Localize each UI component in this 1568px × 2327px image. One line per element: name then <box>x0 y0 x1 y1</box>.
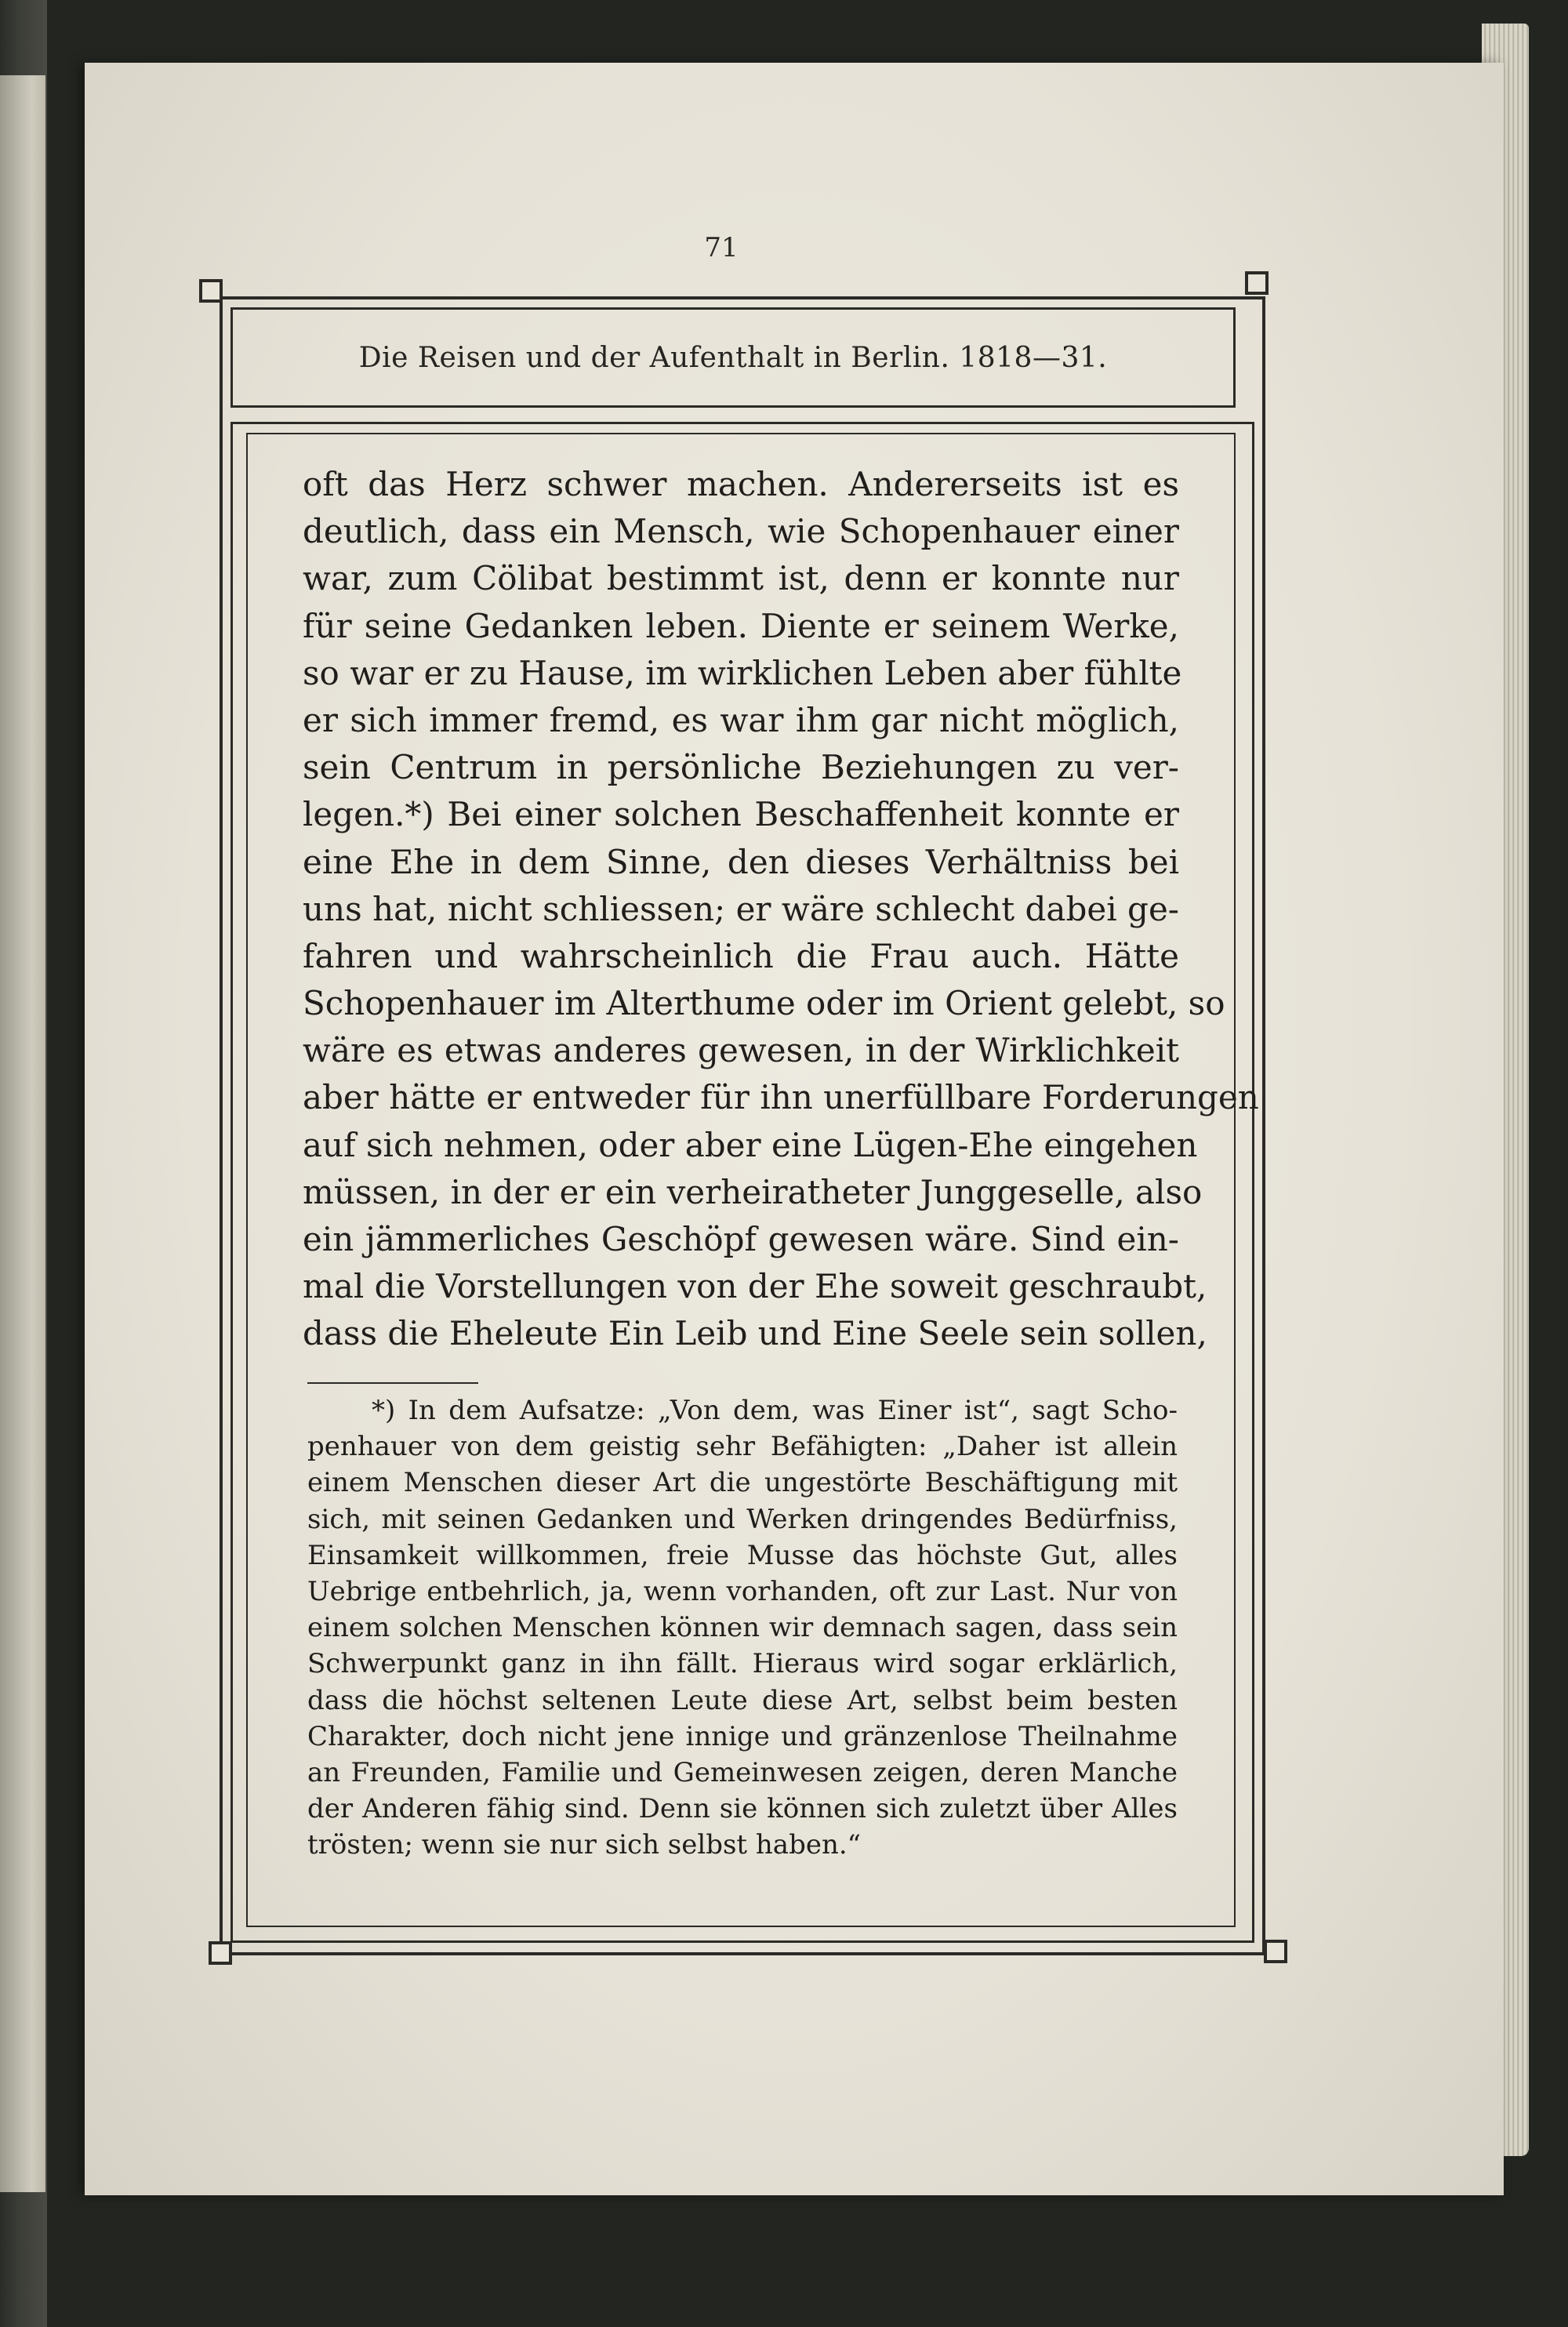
footnote-line: *) In dem Aufsatze: „Von dem, was Einer ist“, sagt Scho- <box>372 1395 1178 1426</box>
footnote-line: trösten; wenn sie nur sich selbst haben.“ <box>307 1829 862 1861</box>
body-line: aber hätte er entweder für ihn unerfüllbare Forderungen <box>303 1078 1259 1117</box>
running-head: Die Reisen und der Aufenthalt in Berlin. 1818—31. <box>358 341 1108 374</box>
body-line: für seine Gedanken leben. Diente er seinem Werke, <box>303 606 1179 645</box>
body-text <box>303 461 1259 1358</box>
footnote-line: Schwerpunkt ganz in ihn fällt. Hieraus wird sogar erklärlich, <box>307 1648 1178 1680</box>
footnote-line: einem Menschen dieser Art die ungestörte Beschäftigung mit <box>307 1467 1178 1499</box>
footnote-line: penhauer von dem geistig sehr Befähigten: „Daher ist allein <box>307 1431 1178 1463</box>
body-line: auf sich nehmen, oder aber eine Lügen-Ehe eingehen <box>303 1125 1198 1164</box>
frame-corner-bottom-left <box>209 1941 232 1965</box>
body-line: eine Ehe in dem Sinne, den dieses Verhältniss bei <box>303 842 1179 881</box>
page-number: 71 <box>704 232 739 263</box>
frame-corner-top-right <box>1245 271 1269 295</box>
running-head-box <box>230 307 1236 408</box>
body-line: war, zum Cölibat bestimmt ist, denn er konnte nur <box>303 559 1179 598</box>
body-line: oft das Herz schwer machen. Andererseits ist es <box>303 465 1179 503</box>
body-line: Schopenhauer im Alterthume oder im Orient gelebt, so <box>303 984 1225 1023</box>
footnote-line: an Freunden, Familie und Gemeinwesen zeigen, deren Manche <box>307 1756 1178 1788</box>
body-line: so war er zu Hause, im wirklichen Leben aber fühlte <box>303 653 1182 692</box>
footnote-rule <box>307 1382 478 1384</box>
body-line: uns hat, nicht schliessen; er wäre schlecht dabei ge- <box>303 889 1179 928</box>
body-line: ein jämmerliches Geschöpf gewesen wäre. Sind ein- <box>303 1220 1179 1258</box>
frame-corner-bottom-right <box>1264 1940 1287 1963</box>
frame-left-rule <box>220 296 223 1954</box>
body-line: wäre es etwas anderes gewesen, in der Wirklichkeit <box>303 1031 1179 1070</box>
footnote-line: sich, mit seinen Gedanken und Werken dringendes Bedürfniss, <box>307 1503 1178 1535</box>
body-line: fahren und wahrscheinlich die Frau auch. Hätte <box>303 936 1179 975</box>
body-line: sein Centrum in persönliche Beziehungen zu ver- <box>303 748 1179 787</box>
footnote-line: einem solchen Menschen können wir demnach sagen, dass sein <box>307 1612 1178 1644</box>
frame-bottom-rule <box>220 1952 1278 1955</box>
footnote-line: der Anderen fähig sind. Denn sie können sich zuletzt über Alles <box>307 1793 1178 1825</box>
footnote-line: dass die höchst seltenen Leute diese Art, selbst beim besten <box>307 1684 1178 1716</box>
body-line: dass die Eheleute Ein Leib und Eine Seele sein sollen, <box>303 1314 1207 1353</box>
body-line: deutlich, dass ein Mensch, wie Schopenhauer einer <box>303 512 1179 551</box>
body-line: mal die Vorstellungen von der Ehe soweit geschraubt, <box>303 1267 1207 1306</box>
footnote <box>307 1392 1178 1863</box>
footnote-line: Charakter, doch nicht jene innige und gränzenlose Theilnahme <box>307 1720 1178 1752</box>
body-line: legen.*) Bei einer solchen Beschaffenheit konnte er <box>303 795 1179 834</box>
body-line: er sich immer fremd, es war ihm gar nicht möglich, <box>303 700 1179 739</box>
footnote-line: Uebrige entbehrlich, ja, wenn vorhanden, oft zur Last. Nur von <box>307 1575 1178 1607</box>
body-line: müssen, in der er ein verheiratheter Junggeselle, also <box>303 1172 1203 1211</box>
frame-top-rule <box>220 296 1262 299</box>
frame-corner-top-left <box>199 279 223 303</box>
previous-page-edge <box>0 75 45 2192</box>
footnote-line: Einsamkeit willkommen, freie Musse das höchste Gut, alles <box>307 1539 1178 1571</box>
frame-right-rule <box>1262 296 1265 1954</box>
